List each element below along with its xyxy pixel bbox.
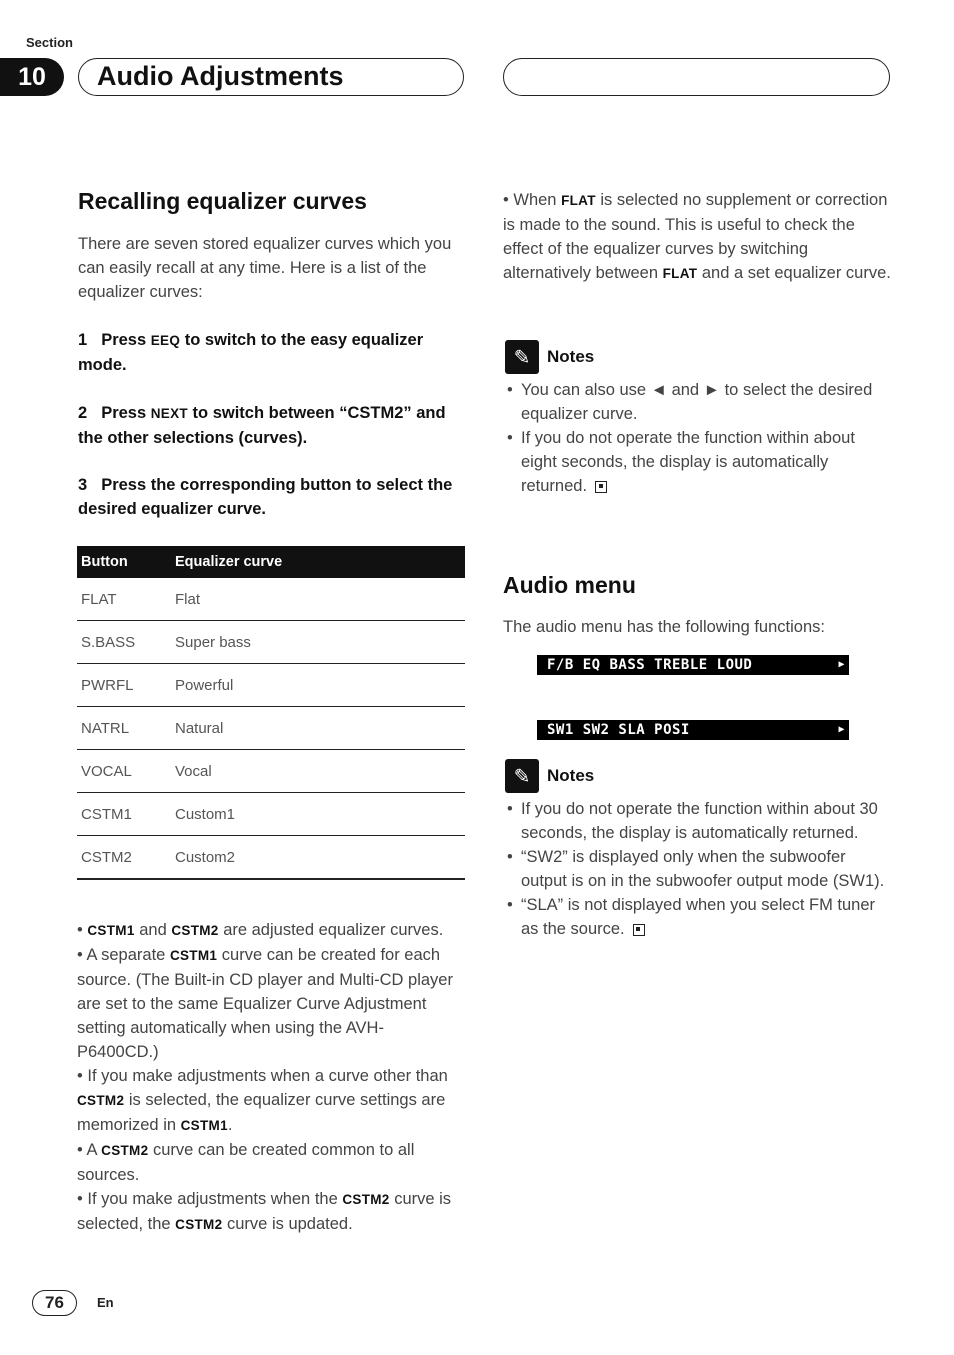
table-row [77,664,465,707]
bullet-item: • A separate CSTM1 curve can be created for each source. (The Built-in CD player and Multi-CD player are set to the same Equalizer Curve Adjustment setting automatically when using the AVH-P6400CD.) [77,946,453,1061]
step-3: 3 Press the corresponding button to select the desired equalizer curve. [78,476,453,518]
bullet-item: • CSTM1 and CSTM2 are adjusted equalizer curves. [77,921,444,939]
table-row [77,793,465,836]
table-row [77,578,465,621]
table-row [77,750,465,793]
table-cell-curve: Custom1 [171,793,465,836]
table-cell-button: NATRL [77,707,171,750]
empty-header-frame [503,58,890,96]
note-item: • “SW2” is displayed only when the subwoofer output is on in the subwoofer output mode (SW1). [505,845,893,893]
end-mark-icon [633,924,645,936]
pencil-icon: ✎ [505,340,539,374]
notes-title: Notes [547,766,595,785]
note-item: • If you do not operate the function within about eight seconds, the display is automatically returned. [505,426,893,498]
notes-block-1 [505,340,893,498]
table-cell-button: FLAT [77,578,171,621]
bullet-item: • A CSTM2 curve can be created common to all sources. [77,1141,415,1184]
curve-bullets [77,918,465,1237]
recalling-intro: There are seven stored equalizer curves which you can easily recall at any time. Here is a list of the equalizer curves: [78,235,452,301]
flat-note: • When FLAT is selected no supplement or correction is made to the sound. This is useful to check the effect of the equalizer curves by switching alternatively between FLAT and a set equalizer curve. [503,191,891,282]
step-1-code: EEQ [150,333,181,348]
right-arrow-icon: ▶ [838,659,845,670]
right-arrow-icon: ▶ [838,724,845,735]
table-header-button: Button [77,546,171,578]
end-mark-icon [595,481,607,493]
table-cell-button: CSTM1 [77,793,171,836]
table-cell-curve: Custom2 [171,836,465,880]
table-cell-curve: Flat [171,578,465,621]
notes-title: Notes [547,347,595,366]
step-1: 1 Press EEQ to switch to the easy equalizer mode. [78,331,424,374]
table-cell-button: CSTM2 [77,836,171,880]
table-header-curve: Equalizer curve [171,546,465,578]
table-row [77,707,465,750]
audio-menu-heading: Audio menu [503,572,636,598]
table-cell-button: S.BASS [77,621,171,664]
step-2-code: NEXT [150,406,188,421]
bullet-item: • If you make adjustments when a curve other than CSTM2 is selected, the equalizer curve settings are memorized in CSTM1. [77,1067,448,1134]
note-item: • You can also use ◄ and ► to select the desired equalizer curve. [505,378,893,426]
page-number: 76 [32,1290,77,1316]
notes-block-2 [505,759,893,941]
language-label: En [97,1295,114,1310]
section-label: Section [26,35,73,50]
page-title: Audio Adjustments [97,61,344,91]
table-cell-curve: Powerful [171,664,465,707]
table-row [77,621,465,664]
table-row [77,836,465,880]
audio-menu-section [503,572,891,639]
section-number-badge: 10 [0,58,64,96]
table-cell-button: VOCAL [77,750,171,793]
table-cell-button: PWRFL [77,664,171,707]
step-2: 2 Press NEXT to switch between “CSTM2” and the other selections (curves). [78,404,446,447]
note-item: • If you do not operate the function within about 30 seconds, the display is automatically returned. [505,797,893,845]
table-header-row [77,546,465,578]
table-cell-curve: Vocal [171,750,465,793]
audio-menu-intro: The audio menu has the following functions: [503,618,825,636]
note-item: • “SLA” is not displayed when you select FM tuner as the source. [505,893,893,941]
bullet-item: • If you make adjustments when the CSTM2 curve is selected, the CSTM2 curve is updated. [77,1190,452,1233]
equalizer-table [77,546,465,880]
table-cell-curve: Natural [171,707,465,750]
lcd-display-2: SW1 SW2 SLA POSI ▶ [537,720,849,740]
lcd-display-1: F/B EQ BASS TREBLE LOUD ▶ [537,655,849,675]
pencil-icon: ✎ [505,759,539,793]
table-cell-curve: Super bass [171,621,465,664]
recalling-heading: Recalling equalizer curves [78,188,367,214]
left-column [78,188,468,521]
